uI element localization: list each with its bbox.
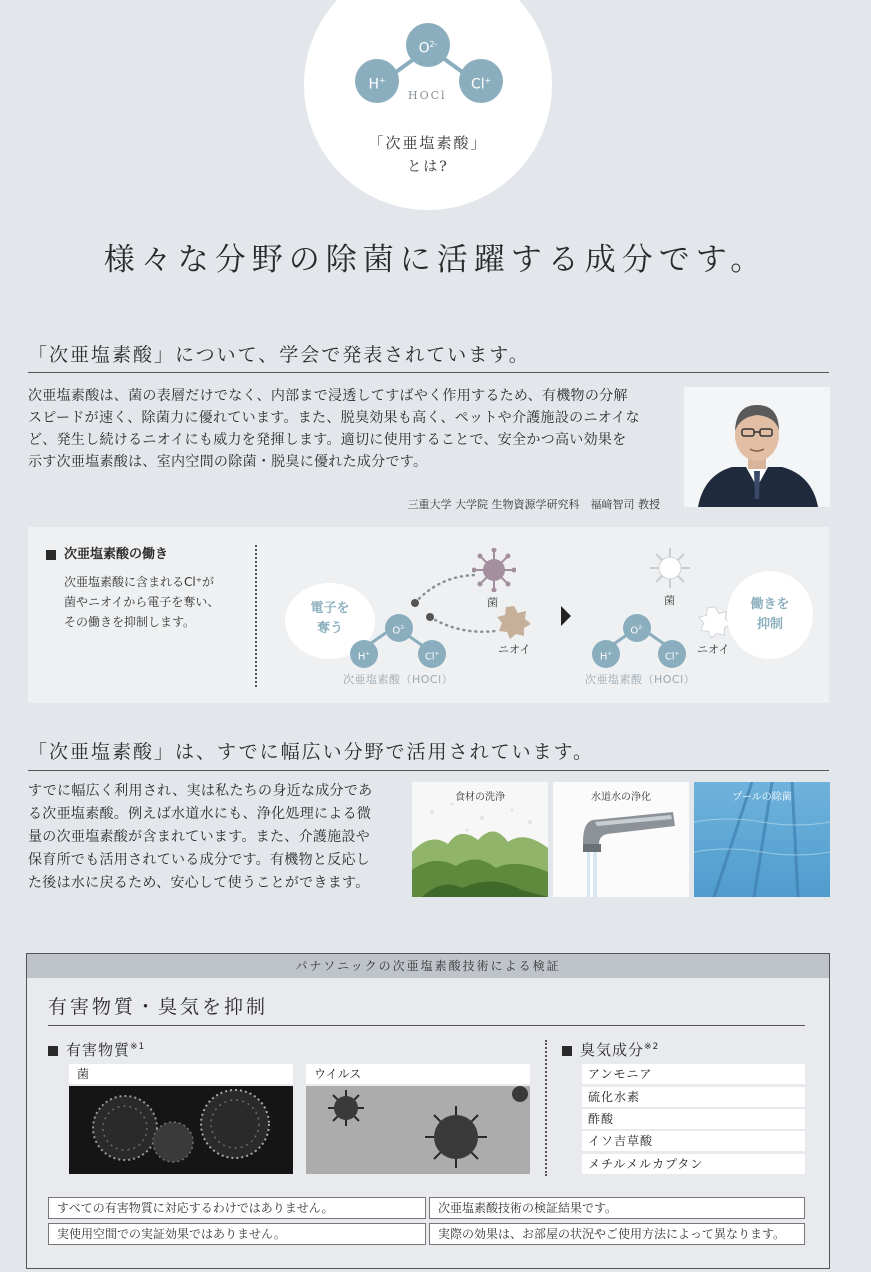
germ-icon xyxy=(472,548,516,592)
atom-oxygen: $O^{2-}$ xyxy=(623,614,651,642)
bubble-steal-electron: 電子を 奪う xyxy=(285,583,375,659)
attribution: 三重大学 大学院 生物資源学研究科 福﨑智司 教授 xyxy=(407,498,660,511)
paragraph-line: た後は水に戻るため、安心して使うことができます。 xyxy=(28,875,370,891)
odor-heading-text: 臭気成分 xyxy=(580,1041,645,1059)
atom-oxygen: $O^{2-}$ xyxy=(406,23,450,67)
note: 実際の効果は、お部屋の状況やご使用方法によって異なります。 xyxy=(429,1223,805,1245)
molecule-caption-before: 次亜塩素酸（HOCl） xyxy=(343,673,454,686)
note: 実使用空間での実証効果ではありません。 xyxy=(48,1223,426,1245)
atom-hydrogen: H+ xyxy=(350,640,378,668)
note: すべての有害物質に対応するわけではありません。 xyxy=(48,1197,426,1219)
atom-hydrogen: H+ xyxy=(592,640,620,668)
bubble-suppress: 働きを 抑制 xyxy=(727,571,813,659)
odor-item: イソ吉草酸 xyxy=(582,1131,805,1151)
odor-item: 酢酸 xyxy=(582,1109,805,1129)
paragraph-line: る次亜塩素酸。例えば水道水にも、浄化処理による微 xyxy=(28,806,372,822)
paragraph-line: 保育所でも活用されている成分です。有機物と反応し xyxy=(28,852,371,868)
dotted-divider xyxy=(545,1040,547,1176)
label-odor-after: ニオイ xyxy=(697,643,730,656)
photo-tap-water xyxy=(553,782,689,897)
description-line: 次亜塩素酸に含まれるCl⁺が xyxy=(64,575,215,589)
photo-food-washing xyxy=(412,782,548,897)
note: 次亜塩素酸技術の検証結果です。 xyxy=(429,1197,805,1219)
square-bullet-icon xyxy=(46,550,56,560)
divider xyxy=(48,1025,805,1026)
harmful-heading-text: 有害物質 xyxy=(66,1041,131,1059)
section-heading-research: 「次亜塩素酸」について、学会で発表されています。 xyxy=(28,344,530,366)
mechanism-description xyxy=(64,572,219,632)
hero-question: 「次亜塩素酸」 xyxy=(368,134,488,152)
hero-formula: HOCl xyxy=(408,89,447,102)
arrow-right-icon xyxy=(559,604,573,628)
label-odor: ニオイ xyxy=(498,643,531,656)
verification-title: 有害物質・臭気を抑制 xyxy=(48,996,269,1018)
footnote-mark: ※2 xyxy=(644,1042,660,1052)
label-germ-after: 菌 xyxy=(664,594,675,607)
paragraph-line: スピードが速く、除菌力に優れています。また、脱臭効果も高く、ペットや介護施設のニオイな xyxy=(28,410,640,426)
verification-banner: パナソニックの次亜塩素酸技術による検証 xyxy=(27,954,829,978)
atom-chlorine: Cl+ xyxy=(418,640,446,668)
mechanism-title-text: 次亜塩素酸の働き xyxy=(64,547,169,562)
label-germ: 菌 xyxy=(69,1064,293,1084)
photo-label: 水道水の浄化 xyxy=(591,792,651,803)
section-heading-usage: 「次亜塩素酸」は、すでに幅広い分野で活用されています。 xyxy=(28,741,595,763)
mechanism-title xyxy=(46,543,168,562)
label-virus: ウイルス xyxy=(306,1064,530,1084)
germ-photo xyxy=(69,1086,293,1174)
paragraph-line: 示す次亜塩素酸は、室内空間の除菌・脱臭に優れた成分です。 xyxy=(28,454,428,470)
paragraph-line: すでに幅広く利用され、実は私たちの身近な成分であ xyxy=(28,783,373,799)
square-bullet-icon xyxy=(562,1046,572,1056)
germ-inactive-icon xyxy=(648,546,692,590)
photo-label: プールの除菌 xyxy=(732,792,792,803)
atom-hydrogen: H+ xyxy=(355,59,399,103)
professor-photo xyxy=(684,387,830,507)
usage-paragraph xyxy=(28,780,408,895)
divider xyxy=(28,372,829,373)
photo-label: 食材の洗浄 xyxy=(455,792,505,803)
label-germ: 菌 xyxy=(487,596,498,609)
paragraph-line: 次亜塩素酸は、菌の表層だけでなく、内部まで浸透してすばやく作用するため、有機物の分解 xyxy=(28,388,628,404)
research-paragraph xyxy=(28,385,678,473)
odor-item: 硫化水素 xyxy=(582,1087,805,1107)
divider xyxy=(28,770,829,771)
atom-chlorine: Cl+ xyxy=(658,640,686,668)
atom-chlorine: Cl+ xyxy=(459,59,503,103)
virus-image xyxy=(306,1086,530,1174)
paragraph-line: ど、発生し続けるニオイにも威力を発揮します。適切に使用することで、安全かつ高い効果を xyxy=(28,432,627,448)
photo-pool xyxy=(694,782,830,897)
square-bullet-icon xyxy=(48,1046,58,1056)
odor-heading xyxy=(562,1039,659,1060)
person-image xyxy=(684,387,830,507)
description-line: その働きを抑制します。 xyxy=(64,615,196,629)
odor-item: メチルメルカプタン xyxy=(582,1154,805,1174)
molecule-caption-after: 次亜塩素酸（HOCl） xyxy=(585,673,696,686)
footnote-mark: ※1 xyxy=(130,1042,146,1052)
virus-photo xyxy=(306,1086,530,1174)
bacteria-image xyxy=(69,1086,293,1174)
description-line: 菌やニオイから電子を奪い、 xyxy=(64,595,220,609)
hero-question-sub: とは? xyxy=(407,159,449,175)
odor-item: アンモニア xyxy=(582,1064,805,1084)
dotted-divider xyxy=(255,545,257,687)
atom-oxygen: $O^{2-}$ xyxy=(385,614,413,642)
paragraph-line: 量の次亜塩素酸が含まれています。また、介護施設や xyxy=(28,829,371,845)
odor-icon xyxy=(496,604,532,640)
page-title: 様々な分野の除菌に活躍する成分です。 xyxy=(103,242,768,278)
harmful-heading xyxy=(48,1039,145,1060)
